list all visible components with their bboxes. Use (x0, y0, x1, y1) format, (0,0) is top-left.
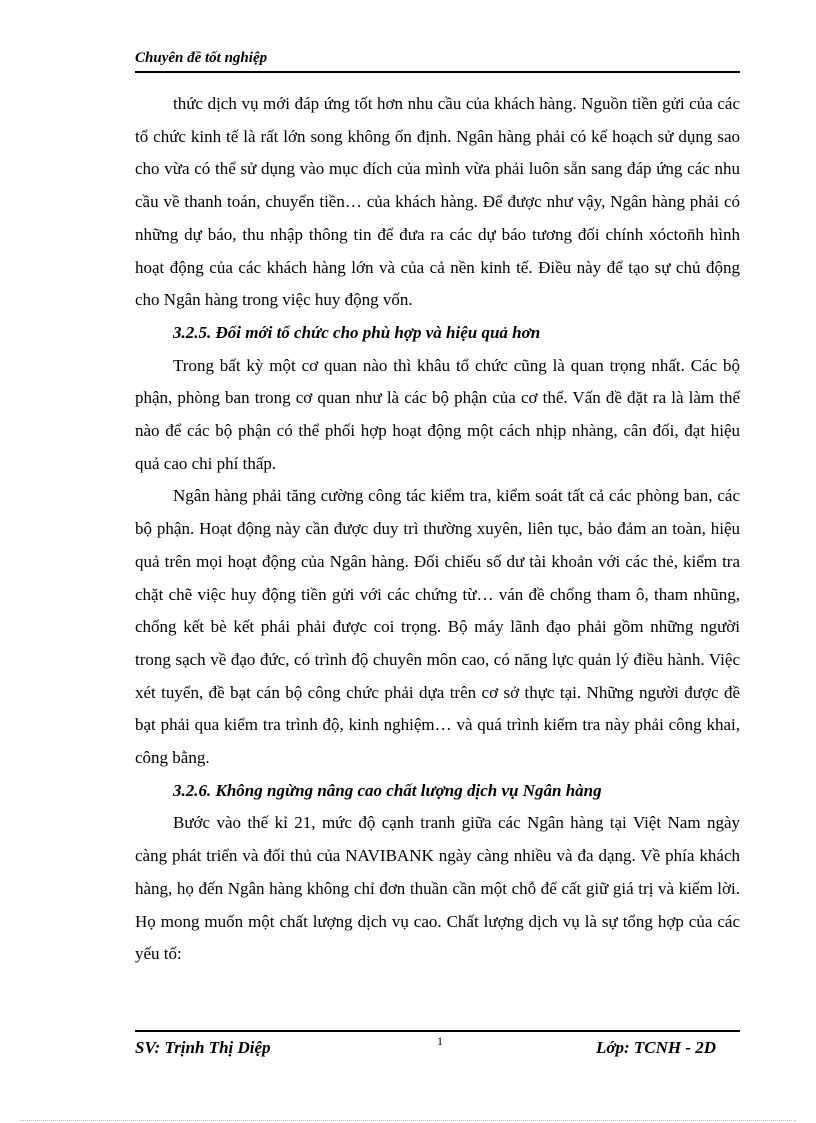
page-number: 1 (437, 1034, 443, 1048)
paragraph-4: Bước vào thế kỉ 21, mức độ cạnh tranh giữa các Ngân hàng tại Việt Nam ngày càng phát triển và đối thủ của NAVIBANK ngày càng nhiều và đa dạng. Về phía khách hàng, họ đến Ngân hàng không chỉ đơn thuần cần một chỗ để cất giữ giá trị và kiếm lời. Họ mong muốn một chất lượng dịch vụ cao. Chất lượng dịch vụ là sự tổng hợp của các yếu tố: (135, 813, 740, 964)
footer-rule (135, 1030, 740, 1032)
header-rule (135, 71, 740, 73)
paragraph-2: Trong bất kỳ một cơ quan nào thì khâu tổ chức cũng là quan trọng nhất. Các bộ phận, phòng ban trong cơ quan như là các bộ phận của cơ thể. Vấn đề đặt ra là làm thế nào để các bộ phận có thể phối hợp hoạt động một cách nhịp nhàng, cân đối, đạt hiệu quả cao chi phí thấp. (135, 355, 740, 473)
section-heading-3-2-6: 3.2.6. Không ngừng nâng cao chất lượng dịch vụ Ngân hàng (173, 780, 602, 800)
footer-class-label: Lớp: TCNH - 2D (596, 1038, 717, 1057)
paragraph-3: Ngân hàng phải tăng cường công tác kiểm tra, kiểm soát tất cả các phòng ban, các bộ phận. Hoạt động này cần được duy trì thường xuyên, liên tục, bảo đảm an toàn, hiệu quả trên mọi hoạt động của Ngân hàng. Đối chiếu số dư tài khoản với các thẻ, kiểm tra chặt chẽ việc huy động tiền gửi với các chứng từ… ván đề chống tham ô, tham nhũng, chống kết bè kết phái phải được coi trọng. Bộ máy lãnh đạo phải gồm những người trong sạch về đạo đức, có trình độ chuyên môn cao, có năng lực quản lý điều hành. Việc xét tuyển, đề bạt cán bộ công chức phải dựa trên cơ sở thực tại. Những người được đề bạt phải qua kiểm tra trình độ, kinh nghiệm… và quá trình kiểm tra này phải công khai, công bằng. (135, 486, 740, 768)
section-heading-3-2-5: 3.2.5. Đổi mới tổ chức cho phù hợp và hiệu quả hơn (173, 322, 541, 342)
header-title: Chuyên đề tốt nghiệp (135, 50, 268, 66)
document-body (135, 88, 740, 971)
paragraph-1: thức dịch vụ mới đáp ứng tốt hơn nhu cầu của khách hàng. Nguồn tiền gửi của các tổ chức kinh tế là rất lớn song không ổn định. Ngân hàng phải có kế hoạch sử dụng sao cho vừa có thể sử dụng vào mục đích của mình vừa phải luôn sẵn sang đáp ứng các nhu cầu về thanh toán, chuyển tiền… của khách hàng. Để được như vậy, Ngân hàng phải có những dự báo, thu nhập thông tin để đưa ra các dự báo tương đối chính xócton̄h hình hoạt động của các khách hàng lớn và của cả nền kinh tế. Điều này để tạo sự chủ động cho Ngân hàng trong việc huy động vốn. (135, 94, 740, 310)
page-edge-divider (20, 1120, 796, 1121)
footer-student-name: SV: Trịnh Thị Diệp (135, 1038, 271, 1057)
